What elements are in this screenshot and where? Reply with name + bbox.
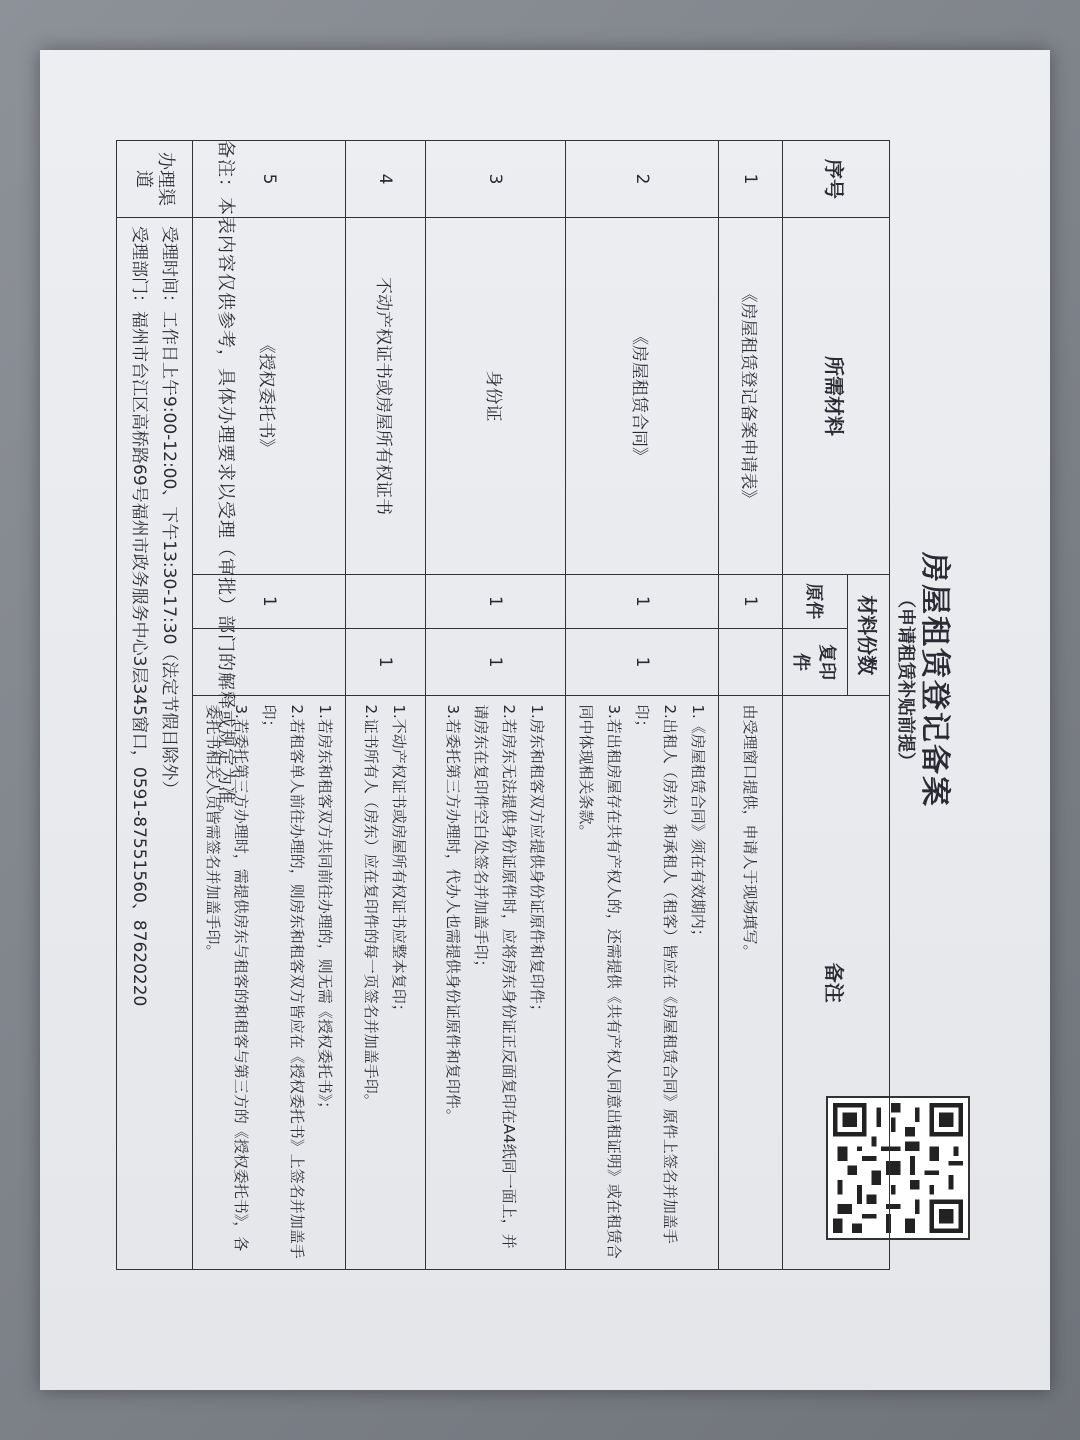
row-seq: 5 xyxy=(193,141,346,218)
paper-sheet xyxy=(40,50,1050,1390)
document-title: 房屋租赁登记备案 xyxy=(917,552,952,808)
table-row xyxy=(566,141,719,1270)
remark-line: 2.出租人（房东）和承租人（租客）皆应在《房屋租赁合同》原件上签名并加盖手印； xyxy=(633,704,679,1244)
remark-line: 1.《房屋租赁合同》须在有效期内； xyxy=(689,704,707,944)
remark-line: 2.若租客单人前往办理的，则房东和租客双方皆应在《授权委托书》上签名并加盖手印； xyxy=(260,704,306,1259)
table-row xyxy=(719,141,783,1270)
row-original: 1 xyxy=(193,575,346,629)
row-material: 《房屋租赁合同》 xyxy=(566,218,719,575)
row-copy xyxy=(719,628,783,696)
row-original: 1 xyxy=(719,575,783,629)
row-seq: 4 xyxy=(346,141,426,218)
row-material: 《房屋租赁登记备案申请表》 xyxy=(719,218,783,575)
row-material: 身份证 xyxy=(426,218,566,575)
row-remark xyxy=(719,696,783,1270)
row-seq: 3 xyxy=(426,141,566,218)
row-copy: 1 xyxy=(346,628,426,696)
remark-line: 3.若委托第三方办理时，需提供房东与租客的和租客与第三方的《授权委托书》，各委托书相关人员皆需签名并加盖手印。 xyxy=(204,704,250,1252)
header-material: 所需材料 xyxy=(783,218,890,575)
row-original xyxy=(346,575,426,629)
channel-info xyxy=(117,218,193,1270)
row-remark xyxy=(426,696,566,1270)
remark-line: 1.若房东和租客双方共同前往办理的，则无需《授权委托书》； xyxy=(316,704,334,1117)
document-rotated-content xyxy=(129,90,960,1270)
row-material: 不动产权证书或房屋所有权证书 xyxy=(346,218,426,575)
remark-line: 由受理窗口提供，申请人于现场填写。 xyxy=(741,704,760,960)
row-seq: 1 xyxy=(719,141,783,218)
header-seq: 序号 xyxy=(783,141,890,218)
remark-line: 2.若房东无法提供身份证原件时，应将房东身份证正反面复印在A4纸同一面上，并请房东在复印件空白处签名并加盖手印； xyxy=(472,704,519,1249)
footnote: 备注：本表内容仅供参考，具体办理要求以受理（审批）部门的解释或规定为准。 xyxy=(215,140,236,824)
table-row xyxy=(346,141,426,1270)
row-material: 《授权委托书》 xyxy=(193,218,346,575)
row-original: 1 xyxy=(566,575,719,629)
channel-label: 办理渠道 xyxy=(117,141,193,218)
row-remark xyxy=(566,696,719,1270)
header-remark: 备注 xyxy=(783,696,890,1270)
remark-line: 3.若委托第三方办理时，代办人也需提供身份证原件和复印件。 xyxy=(444,704,463,1124)
row-copy: 1 xyxy=(426,628,566,696)
row-original: 1 xyxy=(426,575,566,629)
row-seq: 2 xyxy=(566,141,719,218)
header-count: 材料份数 xyxy=(848,575,890,696)
remark-line: 1.房东和租客双方应提供身份证原件和复印件； xyxy=(528,704,547,1019)
row-remark xyxy=(346,696,426,1270)
remark-line: 3.若出租房屋存在共有产权人的，还需提供《共有产权人同意出租证明》或在租赁合同中体现相关条款。 xyxy=(577,704,623,1259)
document-subtitle: （申请租赁补贴前提） xyxy=(895,590,916,770)
header-copy: 复印件 xyxy=(783,628,848,696)
remark-line: 1.不动产权证书或房屋所有权证书应整本复印； xyxy=(390,704,409,1019)
row-copy: 1 xyxy=(566,628,719,696)
table-header-row xyxy=(848,141,890,1270)
remark-line: 2.证书所有人（房东）应在复印件的每一页签名并加盖手印。 xyxy=(362,704,381,1109)
header-original: 原件 xyxy=(783,575,848,629)
channel-time: 受理时间：工作日上午9:00-12:00、下午13:30-17:30（法定节假日除外） xyxy=(159,226,180,798)
channel-dept: 受理部门：福州市台江区高桥路69号福州市政务服务中心3层345窗口，0591-87551560、87620220 xyxy=(129,226,150,1007)
table-row xyxy=(426,141,566,1270)
channel-row xyxy=(117,141,193,1270)
